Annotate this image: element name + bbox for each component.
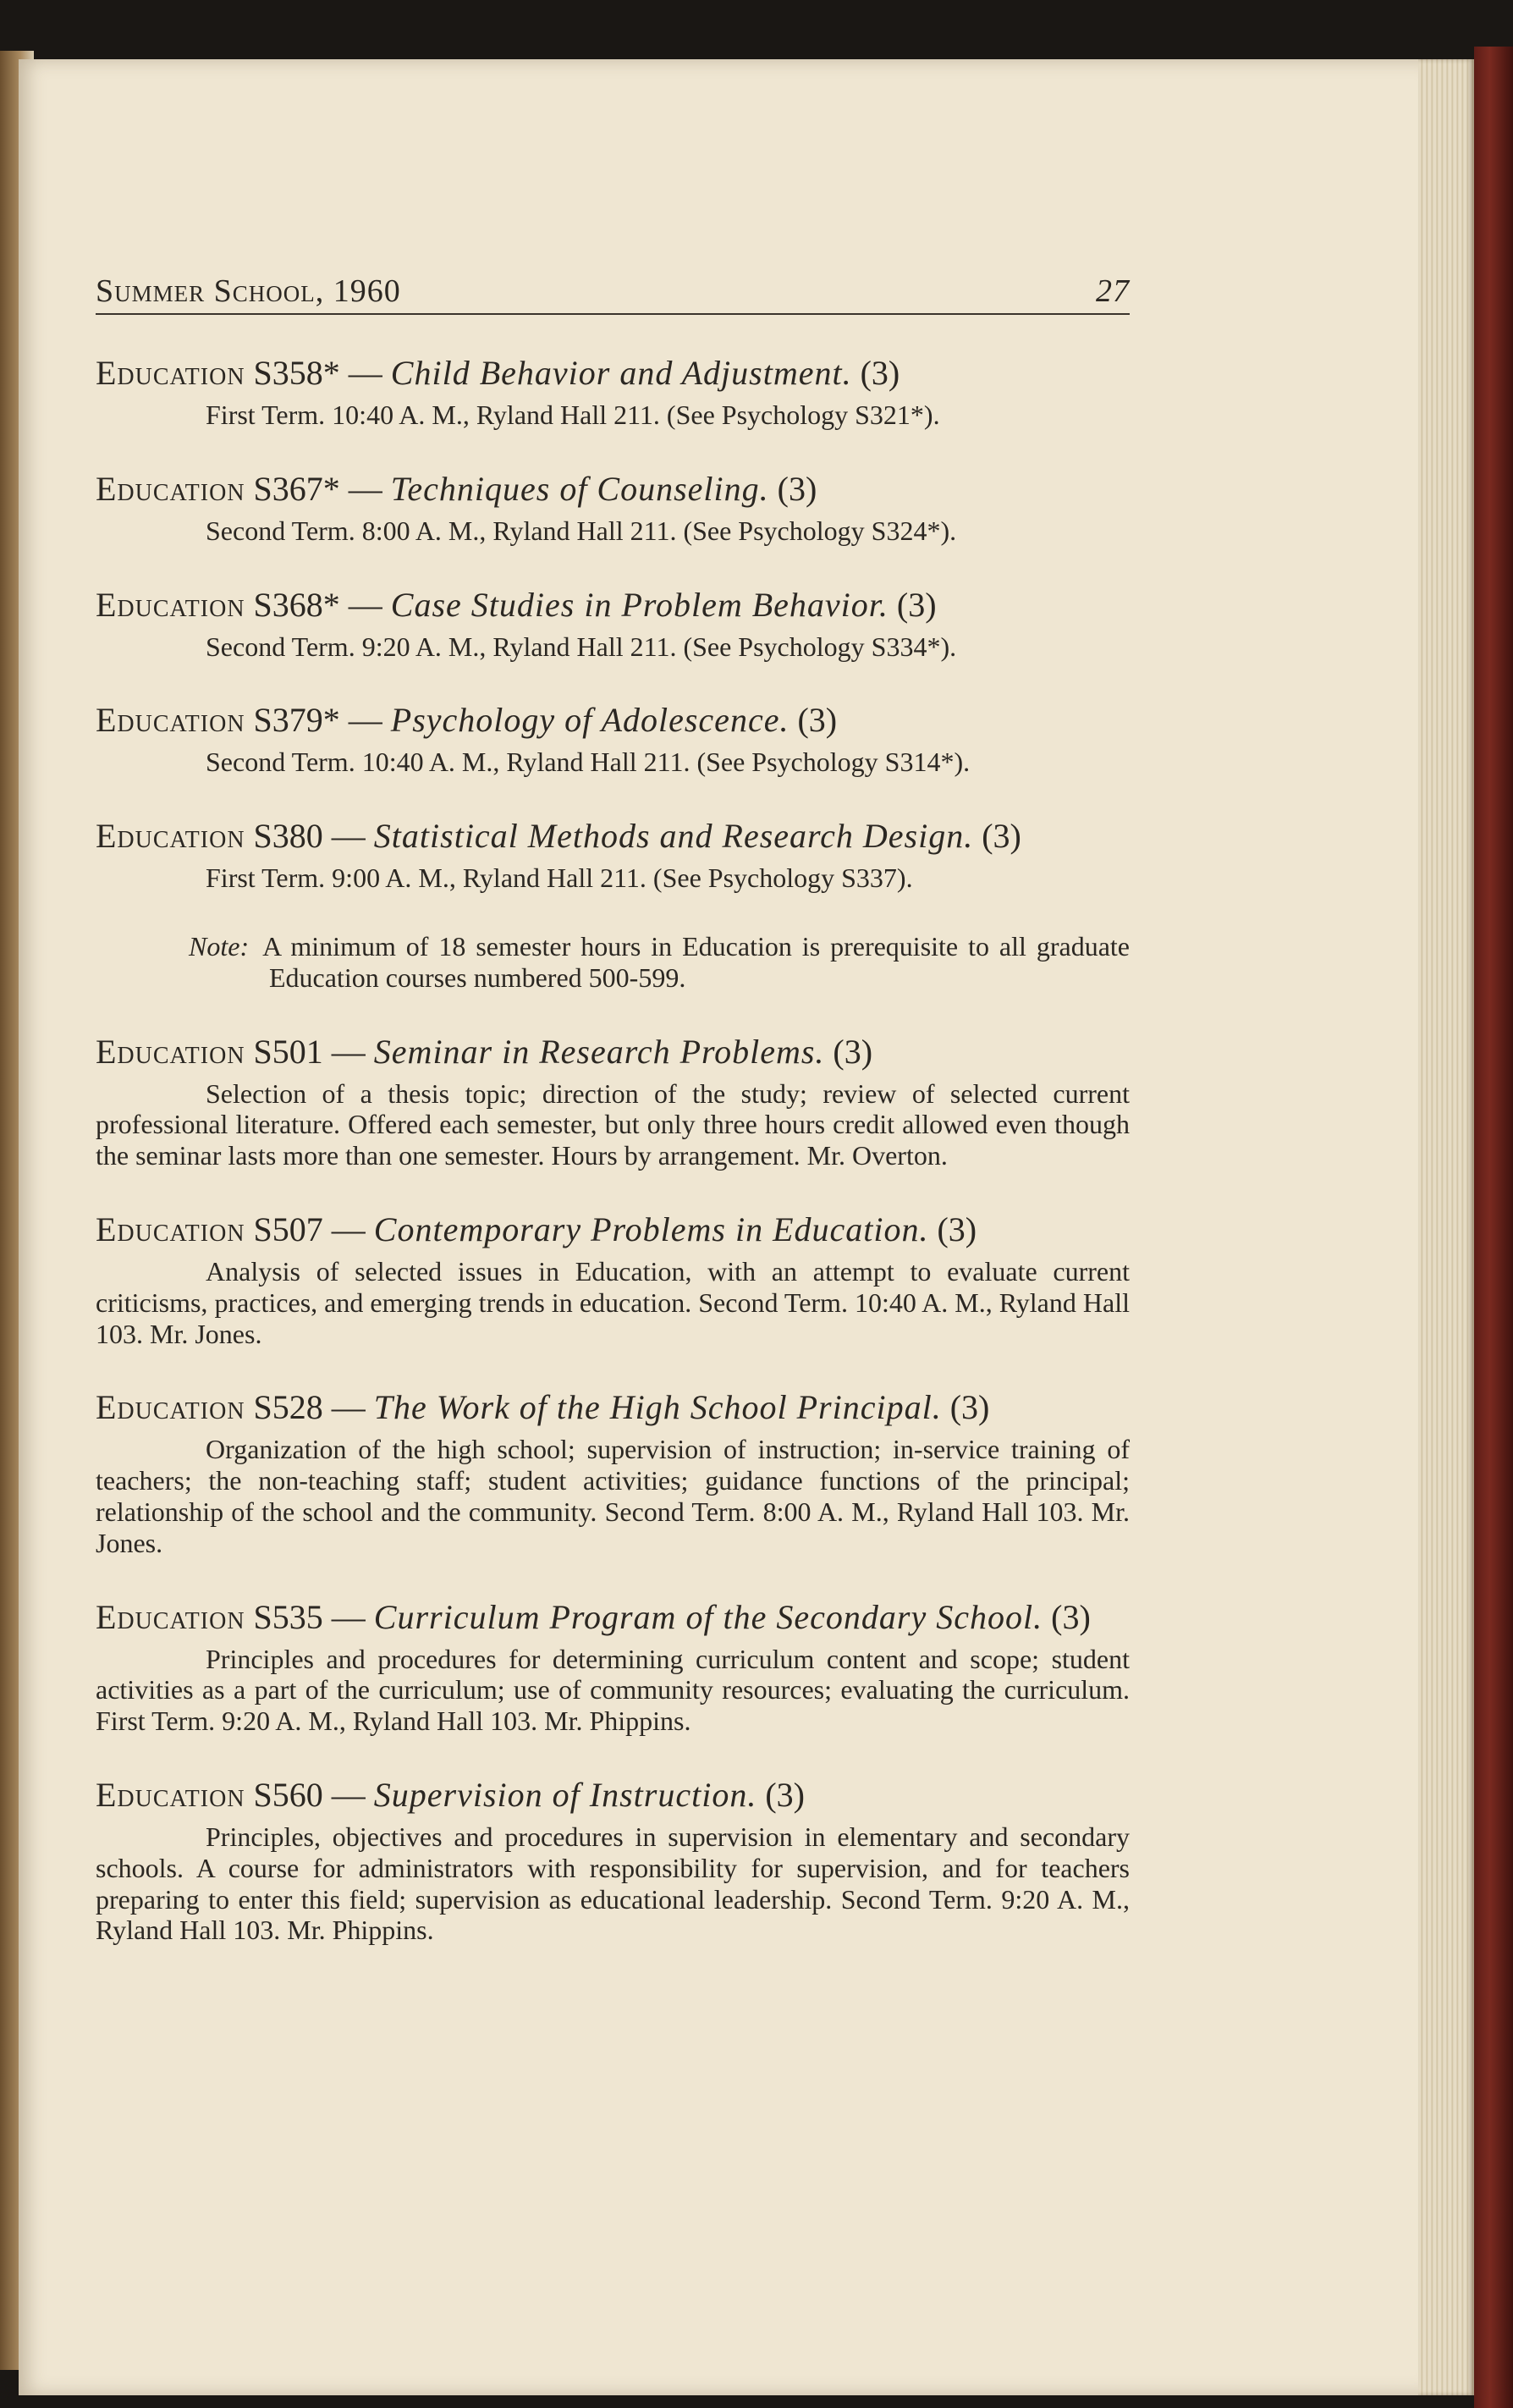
course-heading bbox=[96, 815, 1130, 857]
course-credits: (3) bbox=[941, 1388, 990, 1427]
course-dept: Education bbox=[96, 1032, 245, 1071]
course-description: Second Term. 10:40 A. M., Ryland Hall 211. (See Psychology S314*). bbox=[206, 747, 971, 778]
course-title: Supervision of Instruction. bbox=[373, 1775, 757, 1814]
course-title: Techniques of Counseling. bbox=[390, 469, 769, 508]
course-credits: (3) bbox=[888, 585, 937, 624]
course-dash: — bbox=[322, 1775, 374, 1814]
course-dept: Education bbox=[96, 1775, 245, 1814]
course-credits: (3) bbox=[928, 1210, 977, 1248]
course-dept: Education bbox=[96, 469, 245, 508]
course-title: Child Behavior and Adjustment. bbox=[390, 354, 852, 392]
course-description: Principles, objectives and procedures in supervision in elementary and secondary schools. A course for administrators with responsibility for supervision, and for teachers preparing to enter this field; supervision as educational leadership. Second Term. 9:20 A. M., Ryland Hall 103. Mr. Phippins. bbox=[96, 1821, 1130, 1946]
course-heading bbox=[96, 1596, 1130, 1639]
running-head: Summer School, 1960 bbox=[96, 273, 401, 309]
course-dash: — bbox=[339, 469, 391, 508]
course-number: S535 bbox=[253, 1597, 323, 1636]
course-credits: (3) bbox=[789, 701, 838, 740]
course-number: S501 bbox=[253, 1032, 323, 1071]
course-heading bbox=[96, 1774, 1130, 1816]
course-entry bbox=[96, 815, 1130, 894]
course-number: S367* bbox=[253, 469, 340, 508]
course-description: Second Term. 9:20 A. M., Ryland Hall 211. (See Psychology S334*). bbox=[206, 631, 957, 662]
course-entry bbox=[96, 1386, 1130, 1558]
course-title: Case Studies in Problem Behavior. bbox=[390, 585, 889, 624]
course-description: First Term. 9:00 A. M., Ryland Hall 211. (See Psychology S337). bbox=[206, 862, 913, 894]
course-description: Second Term. 8:00 A. M., Ryland Hall 211. (See Psychology S324*). bbox=[206, 515, 957, 546]
course-heading bbox=[96, 699, 1130, 741]
course-dash: — bbox=[322, 817, 374, 856]
note-text: A minimum of 18 semester hours in Education is prerequisite to all graduate Education courses numbered 500-599. bbox=[262, 930, 1130, 993]
course-dept: Education bbox=[96, 354, 245, 392]
course-dept: Education bbox=[96, 817, 245, 856]
course-heading bbox=[96, 1209, 1130, 1251]
course-title: Statistical Methods and Research Design. bbox=[373, 817, 974, 856]
course-entry bbox=[96, 1031, 1130, 1171]
course-dash: — bbox=[339, 354, 391, 392]
course-title: The Work of the High School Principal. bbox=[373, 1388, 942, 1427]
course-title: Psychology of Adolescence. bbox=[390, 701, 790, 740]
course-dash: — bbox=[322, 1388, 374, 1427]
course-dept: Education bbox=[96, 1210, 245, 1248]
course-entry bbox=[96, 352, 1130, 431]
course-title: Curriculum Program of the Secondary School. bbox=[373, 1597, 1043, 1636]
course-dash: — bbox=[322, 1032, 374, 1071]
course-number: S368* bbox=[253, 585, 340, 624]
course-dash: — bbox=[339, 585, 391, 624]
course-number: S560 bbox=[253, 1775, 323, 1814]
course-title: Contemporary Problems in Education. bbox=[373, 1210, 929, 1248]
note-label: Note: bbox=[189, 930, 250, 962]
course-number: S528 bbox=[253, 1388, 323, 1427]
course-credits: (3) bbox=[768, 469, 817, 508]
course-heading bbox=[96, 1386, 1130, 1429]
course-title: Seminar in Research Problems. bbox=[373, 1032, 825, 1071]
course-number: S358* bbox=[253, 354, 340, 392]
page-stack-edge bbox=[1418, 59, 1474, 2395]
course-description: Selection of a thesis topic; direction of the study; review of selected current professional literature. Offered each semester, but only three hours credit allowed even though the seminar lasts more than one semester. Hours by arrangement. Mr. Overton. bbox=[96, 1077, 1130, 1171]
course-description: Analysis of selected issues in Education, with an attempt to evaluate current criticisms, practices, and emerging trends in education. Second Term. 10:40 A. M., Ryland Hall 103. Mr. Jones. bbox=[96, 1255, 1130, 1349]
page-number: 27 bbox=[1096, 273, 1130, 309]
course-number: S380 bbox=[253, 817, 323, 856]
course-entry bbox=[96, 1596, 1130, 1737]
course-number: S507 bbox=[253, 1210, 323, 1248]
course-credits: (3) bbox=[973, 817, 1021, 856]
course-dept: Education bbox=[96, 1388, 245, 1427]
course-dash: — bbox=[322, 1597, 374, 1636]
course-entry bbox=[96, 1209, 1130, 1349]
course-credits: (3) bbox=[756, 1775, 805, 1814]
page-content bbox=[96, 273, 1130, 1946]
course-dept: Education bbox=[96, 701, 245, 740]
course-entry bbox=[96, 468, 1130, 547]
course-heading bbox=[96, 584, 1130, 626]
course-entry bbox=[96, 699, 1130, 778]
course-heading bbox=[96, 468, 1130, 510]
course-description: First Term. 10:40 A. M., Ryland Hall 211. (See Psychology S321*). bbox=[206, 399, 940, 430]
course-description: Principles and procedures for determining curriculum content and scope; student activities as a part of the curriculum; use of community resources; evaluating the curriculum. First Term. 9:20 A. M., Ryland Hall 103. Mr. Phippins. bbox=[96, 1643, 1130, 1737]
course-credits: (3) bbox=[851, 354, 900, 392]
course-dept: Education bbox=[96, 585, 245, 624]
course-heading bbox=[96, 352, 1130, 394]
course-dash: — bbox=[339, 701, 391, 740]
book-cover-edge bbox=[1474, 47, 1513, 2408]
course-credits: (3) bbox=[824, 1032, 873, 1071]
page-header bbox=[96, 273, 1130, 315]
course-dash: — bbox=[322, 1210, 374, 1248]
course-entry bbox=[96, 1774, 1130, 1946]
course-entry bbox=[96, 584, 1130, 663]
course-dept: Education bbox=[96, 1597, 245, 1636]
course-credits: (3) bbox=[1043, 1597, 1091, 1636]
course-description: Organization of the high school; supervision of instruction; in-service training of teachers; the non-teaching staff; student activities; guidance functions of the principal; relationship of the school and the community. Second Term. 8:00 A. M., Ryland Hall 103. Mr. Jones. bbox=[96, 1434, 1130, 1558]
prerequisite-note bbox=[96, 931, 1130, 994]
course-heading bbox=[96, 1031, 1130, 1073]
course-number: S379* bbox=[253, 701, 340, 740]
